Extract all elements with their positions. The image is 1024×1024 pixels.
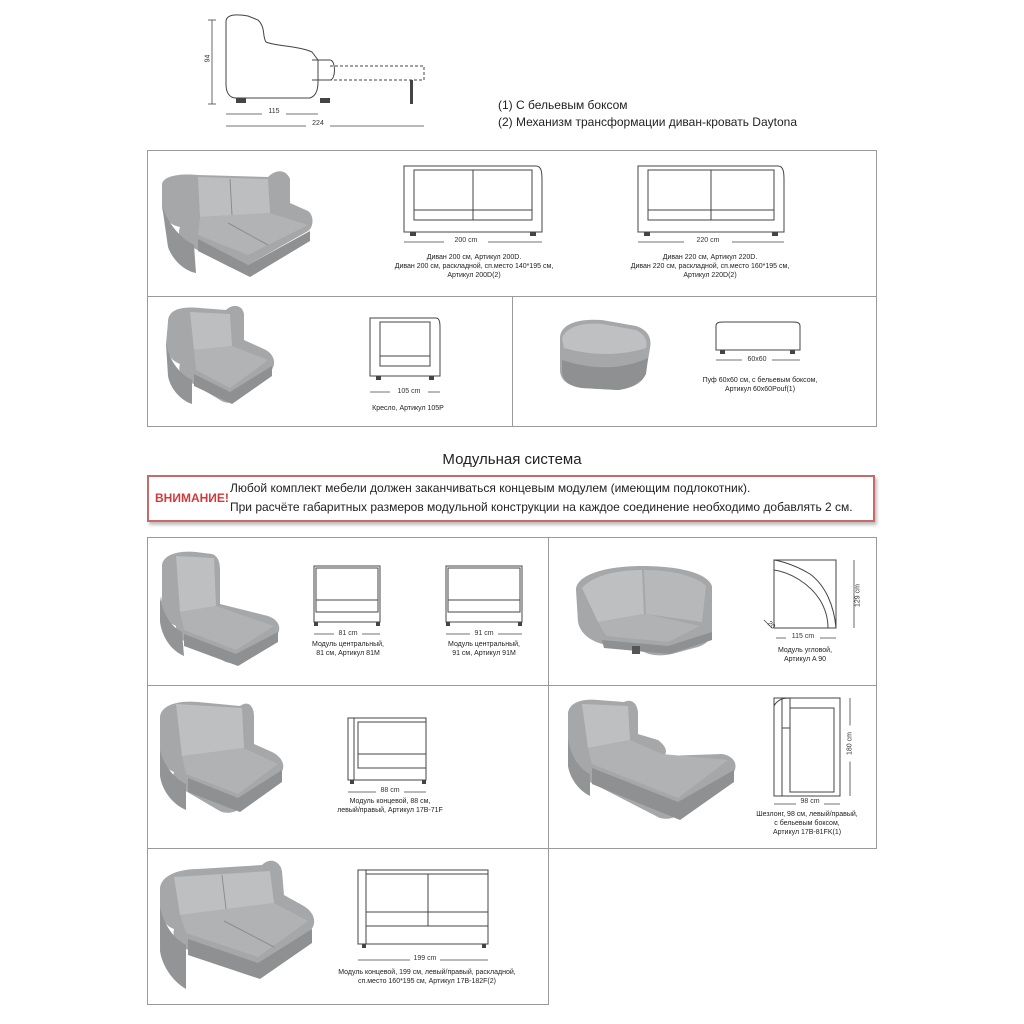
warning-label: ВНИМАНИЕ!: [155, 491, 229, 505]
armchair-caption: Кресло, Артикул 105P: [372, 405, 444, 412]
pouf-caption: Пуф 60х60 см, с бельевым боксом, Артикул 60х60Pouf(1): [702, 377, 818, 393]
module-91-caption: Модуль центральный, 91 см, Артикул 91M: [448, 641, 520, 657]
pouf-dimension: 60x60: [742, 356, 772, 363]
chaise-caption: Шезлонг, 98 см, левый/правый, с бельевым боксом, Артикул 17B-81FK(1): [756, 811, 858, 836]
sofa-200-dimension: 200 cm: [444, 237, 488, 244]
legend-item-2: (2) Механизм трансформации диван-кровать Daytona: [498, 115, 797, 129]
sofa-220-dimension: 220 cm: [684, 237, 732, 244]
corner-dimension-depth: 20: [765, 620, 777, 631]
pouf-image: [552, 308, 662, 398]
total-depth-dimension: 224: [306, 120, 330, 127]
chaise-image: [562, 694, 742, 834]
corner-dimension-width: 115 cm: [786, 633, 820, 640]
end-module-88-caption: Модуль концевой, 88 см, левый/правый, Артикул 17B-71F: [337, 798, 443, 814]
end-module-88-image: [154, 694, 304, 824]
legend-item-1: (1) С бельевым боксом: [498, 98, 628, 112]
corner-module-caption: Модуль угловой, Артикул A 90: [777, 647, 833, 663]
module-81-dimension: 81 cm: [334, 630, 362, 637]
modular-system-title: Модульная система: [442, 451, 582, 468]
sofa-220-caption: Диван 220 см, Артикул 220D. Диван 220 см, раскладной, сп.место 160*195 см, Артикул 220D(2): [630, 254, 790, 279]
module-81-image: [156, 546, 296, 676]
height-dimension: 94: [204, 54, 212, 63]
end-module-199-dimension: 199 cm: [410, 955, 440, 962]
module-91-dimension: 91 cm: [470, 630, 498, 637]
sofa-image: [158, 155, 318, 285]
seat-depth-dimension: 115: [262, 108, 286, 115]
warning-line-2: При расчёте габаритных размеров модульной конструкции на каждое соединение необходимо добавлять 2 см.: [230, 500, 853, 514]
sofa-200-caption: Диван 200 см, Артикул 200D. Диван 200 см, раскладной, сп.место 140*195 см, Артикул 200D(2): [394, 254, 554, 279]
warning-line-1: Любой комплект мебели должен заканчиваться концевым модулем (имеющим подлокотник).: [230, 481, 751, 495]
corner-module-image: [572, 560, 722, 660]
end-module-199-caption: Модуль концевой, 199 см, левый/правый, раскладной, сп.место 160*195 см, Артикул 17B-182F(2): [338, 969, 516, 985]
corner-dimension-height: 129 cm: [855, 578, 862, 614]
chaise-dimension-width: 98 cm: [796, 798, 824, 805]
armchair-image: [160, 300, 290, 410]
chaise-dimension-height: 180 cm: [847, 726, 854, 762]
pouf-outline: [710, 318, 810, 378]
end-module-199-image: [154, 855, 334, 1000]
armchair-dimension: 105 cm: [390, 388, 428, 395]
end-module-88-dimension: 88 cm: [376, 787, 404, 794]
module-81-caption: Модуль центральный, 81 см, Артикул 81M: [312, 641, 384, 657]
